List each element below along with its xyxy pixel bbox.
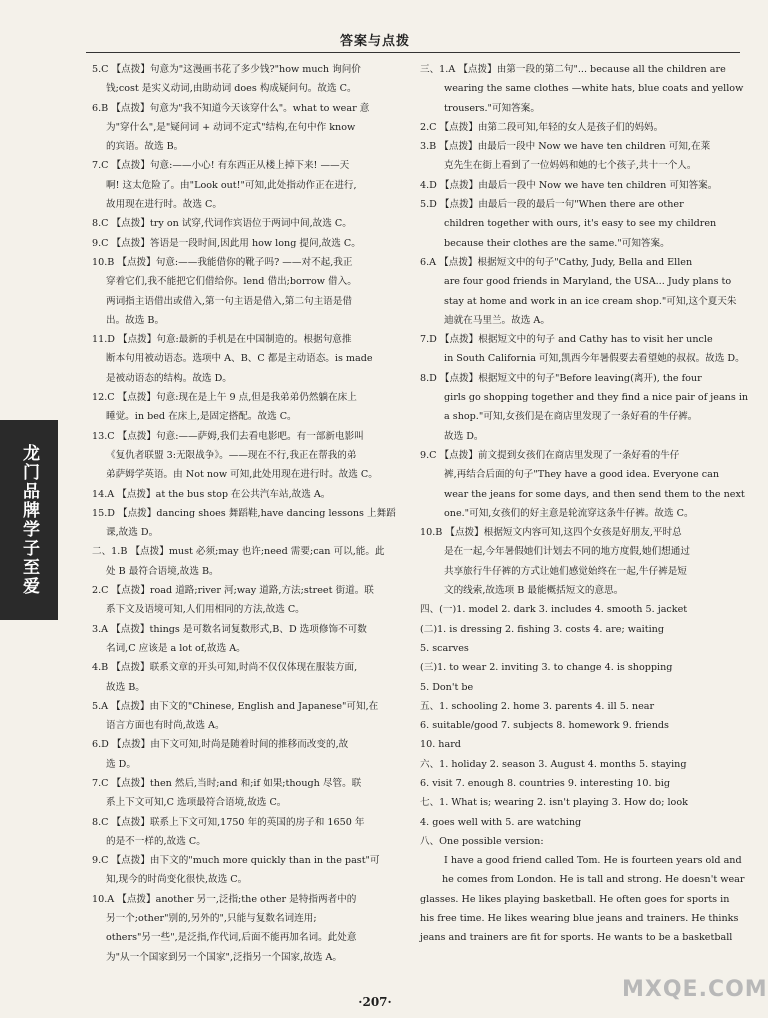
text-line: 七、1. What is; wearing 2. isn't playing 3. How do; look (420, 797, 688, 809)
text-line: 10.B 【点拨】根据短文内容可知,这四个女孩是好朋友,平时总 (420, 527, 682, 539)
text-line: 故选 D。 (444, 430, 484, 442)
side-banner-text-1: 龙门品牌 (19, 444, 39, 520)
text-line: one."可知,女孩们的好主意是轮流穿这条牛仔裤。故选 C。 (444, 507, 694, 519)
text-line: 语言方面也有时尚,故选 A。 (106, 720, 225, 732)
text-line: children together with ours, it's easy to see my children (444, 218, 717, 230)
text-line: others"另一些",是泛指,作代词,后面不能再加名词。此处意 (106, 932, 357, 944)
text-line: 7.C 【点拨】句意:——小心! 有东西正从楼上掉下来! ——天 (92, 160, 350, 172)
text-line: 钱;cost 是实义动词,由助动词 does 构成疑问句。故选 C。 (106, 83, 357, 95)
text-line: 故选 B。 (106, 681, 145, 693)
text-line: 14.A 【点拨】at the bus stop 在公共汽车站,故选 A。 (92, 488, 331, 500)
text-line: 5. Don't be (420, 681, 474, 693)
left-column (92, 60, 410, 978)
text-line: 4.B 【点拨】联系文章的开头可知,时尚不仅仅体现在服装方面, (92, 662, 358, 674)
text-line: I have a good friend called Tom. He is fourteen years old and (444, 855, 742, 867)
text-line: wearing the same clothes —white hats, blue coats and yellow (444, 83, 744, 95)
text-line: 13.C 【点拨】句意:——萨姆,我们去看电影吧。有一部新电影叫 (92, 430, 364, 442)
text-line: 12.C 【点拨】句意:现在是上午 9 点,但是我弟弟仍然躺在床上 (92, 392, 357, 404)
text-line: glasses. He likes playing basketball. He often goes for sports in (420, 893, 730, 905)
text-line: a shop."可知,女孩们是在商店里发现了一条好看的牛仔裤。 (444, 411, 698, 423)
text-line: 二、1.B 【点拨】must 必须;may 也许;need 需要;can 可以,能。此 (92, 546, 385, 558)
text-line: 8.C 【点拨】try on 试穿,代词作宾语位于两词中间,故选 C。 (92, 218, 352, 230)
text-line: 系上下文可知,C 选项最符合语境,故选 C。 (106, 797, 287, 809)
text-line: 为"穿什么",是"疑问词 + 动词不定式"结构,在句中作 know (106, 121, 356, 133)
text-line: 三、1.A 【点拨】由第一段的第二句"... because all the children are (420, 64, 726, 75)
text-line: 10. hard (420, 739, 461, 751)
text-line: girls go shopping together and they find a nice pair of jeans in (444, 392, 749, 404)
text-line: 5. scarves (420, 642, 469, 654)
text-line: 六、1. holiday 2. season 3. August 4. months 5. staying (420, 758, 687, 770)
text-line: 11.D 【点拨】句意:最新的手机是在中国制造的。根据句意推 (92, 334, 352, 346)
text-line: 6.A 【点拨】根据短文中的句子"Cathy, Judy, Bella and Ellen (420, 256, 693, 268)
text-line: 7.D 【点拨】根据短文中的句子 and Cathy has to visit her uncle (420, 334, 713, 346)
text-line: 知,现今的时尚变化很快,故选 C。 (106, 874, 248, 886)
text-line: 9.C 【点拨】由下文的"much more quickly than in the past"可 (92, 855, 380, 867)
text-line: 是被动语态的结构。故选 D。 (106, 372, 232, 384)
text-line: 两词指主语借出或借入,第一句主语是借入,第二句主语是借 (106, 295, 352, 307)
text-line: 八、One possible version: (420, 835, 544, 847)
text-line: 啊! 这太危险了。由"Look out!"可知,此处指动作正在进行, (106, 179, 357, 191)
text-line: 《复仇者联盟 3:无限战争》。——现在不行,我正在帮我的弟 (106, 449, 357, 461)
text-line: because their clothes are the same."可知答案。 (444, 237, 670, 249)
text-line: 五、1. schooling 2. home 3. parents 4. ill 5. near (420, 700, 655, 712)
text-line: 8.D 【点拨】根据短文中的句子"Before leaving(离开), the four (420, 372, 702, 384)
text-line: 8.C 【点拨】联系上下文可知,1750 年的英国的房子和 1650 年 (92, 816, 365, 828)
page-number: ·207· (358, 995, 392, 1009)
text-line: 另一个;other"别的,另外的",只能与复数名词连用; (106, 913, 317, 925)
watermark: MXQE.COM (622, 977, 768, 1002)
text-line: stay at home and work in an ice cream shop."可知,这个夏天朱 (444, 295, 737, 307)
text-line: his free time. He likes wearing blue jeans and trainers. He thinks (420, 913, 739, 925)
text-line: 名词,C 应该是 a lot of,故选 A。 (106, 642, 246, 654)
text-line: 的是不一样的,故选 C。 (106, 835, 206, 847)
text-line: 3.A 【点拨】things 是可数名词复数形式,B、D 选项修饰不可数 (92, 623, 367, 635)
text-line: 9.C 【点拨】答语是一段时间,因此用 how long 提问,故选 C。 (92, 237, 361, 249)
text-line: he comes from London. He is tall and strong. He doesn't wear (442, 874, 745, 886)
text-line: 的宾语。故选 B。 (106, 141, 184, 153)
text-line: 是在一起,今年暑假她们计划去不同的地方度假,她们想通过 (444, 546, 690, 558)
text-line: are four good friends in Maryland, the USA... Judy plans to (444, 276, 732, 288)
text-line: jeans and trainers are fit for sports. He wants to be a basketball (420, 932, 733, 944)
text-line: 故用现在进行时。故选 C。 (106, 199, 222, 211)
text-line: 5.A 【点拨】由下文的"Chinese, English and Japanese"可知,在 (92, 700, 379, 712)
page-header (0, 0, 750, 58)
text-line: 10.B 【点拨】句意:——我能借你的靴子吗? ——对不起,我正 (92, 256, 353, 268)
text-line: 10.A 【点拨】another 另一,泛指;the other 是特指两者中的 (92, 893, 357, 905)
text-line: 9.C 【点拨】前文提到女孩们在商店里发现了一条好看的牛仔 (420, 449, 680, 461)
header-title: 答案与点拨 (339, 34, 410, 49)
text-line: 5.C 【点拨】句意为"这漫画书花了多少钱?"how much 询问价 (92, 64, 361, 75)
text-line: 系下文及语境可知,人们用相同的方法,故选 C。 (106, 604, 305, 616)
text-line: 15.D 【点拨】dancing shoes 舞蹈鞋,have dancing lessons 上舞蹈 (92, 507, 396, 519)
text-line: 选 D。 (106, 758, 136, 770)
text-line: 2.C 【点拨】由第二段可知,年轻的女人是孩子们的妈妈。 (420, 121, 664, 133)
text-line: 穿着它们,我不能把它们借给你。lend 借出;borrow 借入。 (106, 276, 357, 288)
text-line: 弟萨姆学英语。由 Not now 可知,此处用现在进行时。故选 C。 (106, 469, 378, 481)
text-line: 共享旅行牛仔裤的方式让她们感觉始终在一起,牛仔裤是短 (444, 565, 687, 577)
text-line: 裤,再结合后面的句子"They have a good idea. Everyone can (444, 469, 719, 481)
text-line: 7.C 【点拨】then 然后,当时;and 和;if 如果;though 尽管。联 (92, 777, 362, 789)
text-line: 克先生在街上看到了一位妈妈和她的七个孩子,共十一个人。 (444, 160, 697, 172)
text-line: in South California 可知,凯西今年暑假要去看望她的叔叔。故选 D。 (444, 353, 745, 365)
text-line: 6. suitable/good 7. subjects 8. homework 9. friends (420, 720, 669, 732)
text-line: 四、(一)1. model 2. dark 3. includes 4. smooth 5. jacket (420, 604, 688, 616)
text-line: (三)1. to wear 2. inviting 3. to change 4. is shopping (420, 662, 673, 674)
text-line: 4.D 【点拨】由最后一段中 Now we have ten children 可知答案。 (420, 179, 718, 191)
text-line: trousers."可知答案。 (444, 102, 540, 114)
text-line: 睡觉。in bed 在床上,是固定搭配。故选 C。 (106, 411, 297, 423)
side-banner (0, 420, 58, 620)
text-line: 4. goes well with 5. are watching (420, 816, 582, 828)
text-line: 2.C 【点拨】road 道路;river 河;way 道路,方法;street 街道。联 (92, 585, 374, 597)
text-line: 3.B 【点拨】由最后一段中 Now we have ten children 可知,在莱 (420, 141, 711, 153)
text-line: (二)1. is dressing 2. fishing 3. costs 4. are; waiting (420, 623, 664, 635)
text-line: 出。故选 B。 (106, 314, 165, 326)
text-line: wear the jeans for some days, and then send them to the next (444, 488, 745, 500)
text-line: 5.D 【点拨】由最后一段的最后一句"When there are other (420, 199, 684, 211)
text-line: 文的线索,故选项 B 最能概括短文的意思。 (444, 585, 624, 597)
text-line: 6.D 【点拨】由下文可知,时尚是随着时间的推移而改变的,故 (92, 739, 349, 751)
text-line: 处 B 最符合语境,故选 B。 (106, 565, 219, 577)
text-line: 6. visit 7. enough 8. countries 9. interesting 10. big (420, 777, 670, 789)
text-line: 课,故选 D。 (106, 527, 159, 539)
text-line: 迪就在马里兰。故选 A。 (444, 314, 550, 326)
header-rule (86, 52, 740, 53)
text-line: 6.B 【点拨】句意为"我不知道今天该穿什么"。what to wear 意 (92, 102, 370, 114)
right-column (420, 60, 749, 978)
side-banner-text-2: 学子至爱 (19, 520, 39, 596)
text-line: 为"从一个国家到另一个国家",泛指另一个国家,故选 A。 (106, 951, 342, 963)
text-line: 断本句用被动语态。选项中 A、B、C 都是主动语态。is made (106, 353, 373, 365)
